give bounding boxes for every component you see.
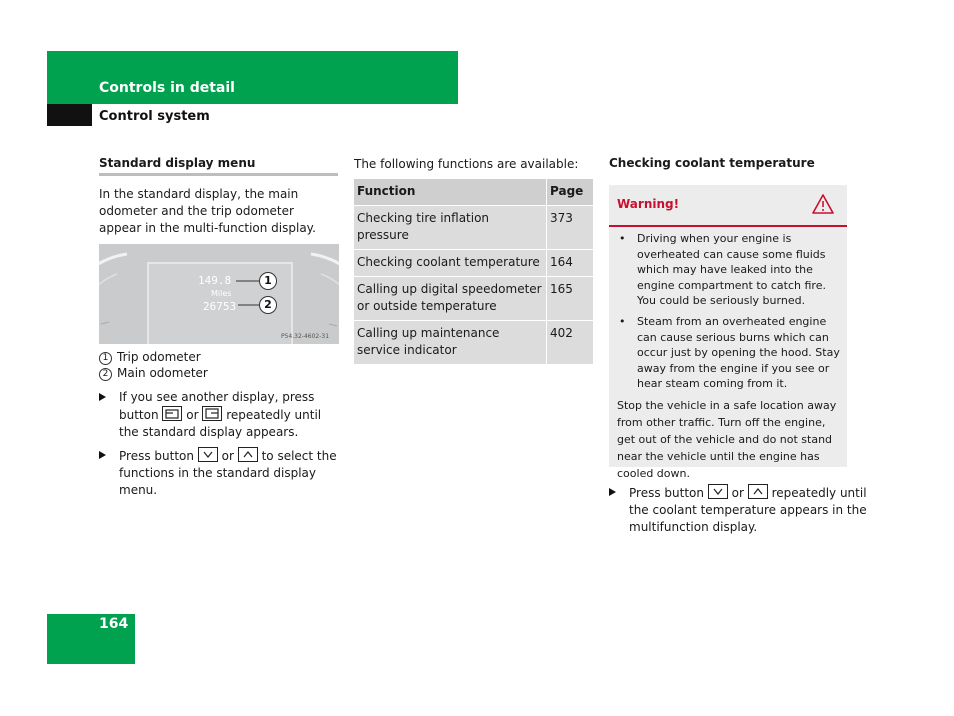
page-cell: 373 bbox=[547, 206, 594, 250]
callout-leaders bbox=[99, 244, 339, 344]
display-next-button-icon bbox=[202, 406, 222, 421]
arrow-bullet-icon bbox=[609, 488, 616, 496]
callout-1: 1 bbox=[259, 272, 277, 290]
table-row bbox=[354, 277, 593, 321]
section-title: Controls in detail bbox=[99, 80, 235, 96]
trip-odometer-value: 149.8 bbox=[198, 274, 232, 287]
function-cell: Calling up maintenance service indicator bbox=[354, 321, 547, 365]
page-cell: 164 bbox=[547, 250, 594, 277]
instrument-cluster-figure bbox=[99, 244, 339, 344]
callout-2: 2 bbox=[259, 296, 277, 314]
bullet-dot: • bbox=[619, 315, 626, 328]
header-band bbox=[47, 51, 458, 104]
step-text: Press button bbox=[119, 449, 194, 463]
standard-display-heading: Standard display menu bbox=[99, 156, 338, 176]
table-row bbox=[354, 206, 593, 250]
functions-intro: The following functions are available: bbox=[354, 157, 579, 171]
page-cell: 402 bbox=[547, 321, 594, 365]
table-row bbox=[354, 250, 593, 277]
legend-label: Trip odometer bbox=[117, 350, 201, 364]
legend-number: 2 bbox=[99, 368, 112, 381]
page-number: 164 bbox=[99, 616, 129, 632]
warning-triangle-icon bbox=[811, 193, 835, 215]
step-text: or bbox=[221, 449, 234, 463]
step-text: repeatedly until the coolant temperature appears in the multifunction display. bbox=[629, 486, 867, 534]
page-cell: 165 bbox=[547, 277, 594, 321]
coolant-heading: Checking coolant temperature bbox=[609, 156, 815, 170]
warning-label: Warning! bbox=[617, 197, 680, 211]
legend-number: 1 bbox=[99, 352, 112, 365]
section-subtitle: Control system bbox=[99, 109, 210, 124]
warning-bullet-text: Steam from an overheated engine can cause serious burns which can occur just by opening the hood. Stay away from the engine if you see or hear steam coming from it. bbox=[637, 315, 840, 390]
instruction-step bbox=[99, 447, 339, 499]
column-header: Function bbox=[354, 179, 547, 206]
header-marker bbox=[47, 104, 92, 126]
legend-item bbox=[99, 365, 208, 382]
table-row bbox=[354, 321, 593, 365]
warning-bullet-text: Driving when your engine is overheated can cause some fluids which may have leaked into the engine compartment to catch fire. You could be seriously burned. bbox=[637, 232, 826, 307]
warning-paragraph: Stop the vehicle in a safe location away from other traffic. Turn off the engine, get out of the vehicle and do not stand near the vehicle until the engine has cooled down. bbox=[617, 399, 837, 480]
warning-bullet bbox=[619, 231, 842, 309]
odometer-unit: Miles bbox=[211, 289, 232, 298]
standard-display-intro: In the standard display, the main odometer and the trip odometer appear in the multi-function display. bbox=[99, 187, 316, 235]
step-text: Press button bbox=[629, 486, 704, 500]
step-text: or bbox=[186, 408, 199, 422]
instruction-step bbox=[609, 484, 867, 536]
warning-bullet bbox=[619, 314, 842, 392]
table-header-row bbox=[354, 179, 593, 206]
figure-reference-code: P54.32-4602-31 bbox=[281, 333, 330, 340]
warning-box bbox=[609, 185, 847, 480]
legend-item bbox=[99, 349, 201, 366]
step-text: to select the functions in the standard display menu. bbox=[119, 449, 337, 497]
down-button-icon bbox=[198, 447, 218, 462]
down-button-icon bbox=[708, 484, 728, 499]
legend-label: Main odometer bbox=[117, 366, 208, 380]
step-text: repeatedly until the standard display appears. bbox=[119, 408, 322, 439]
function-cell: Checking coolant temperature bbox=[354, 250, 547, 277]
step-text: If you see another display, press button bbox=[119, 390, 315, 422]
function-cell: Calling up digital speedometer or outside temperature bbox=[354, 277, 547, 321]
instruction-step bbox=[99, 389, 339, 441]
arrow-bullet-icon bbox=[99, 451, 106, 459]
column-header: Page bbox=[547, 179, 594, 206]
function-cell: Checking tire inflation pressure bbox=[354, 206, 547, 250]
arrow-bullet-icon bbox=[99, 393, 106, 401]
up-button-icon bbox=[748, 484, 768, 499]
step-text: or bbox=[731, 486, 744, 500]
up-button-icon bbox=[238, 447, 258, 462]
functions-table bbox=[354, 179, 593, 365]
display-prev-button-icon bbox=[162, 406, 182, 421]
main-odometer-value: 26753 bbox=[203, 300, 237, 313]
bullet-dot: • bbox=[619, 232, 626, 245]
